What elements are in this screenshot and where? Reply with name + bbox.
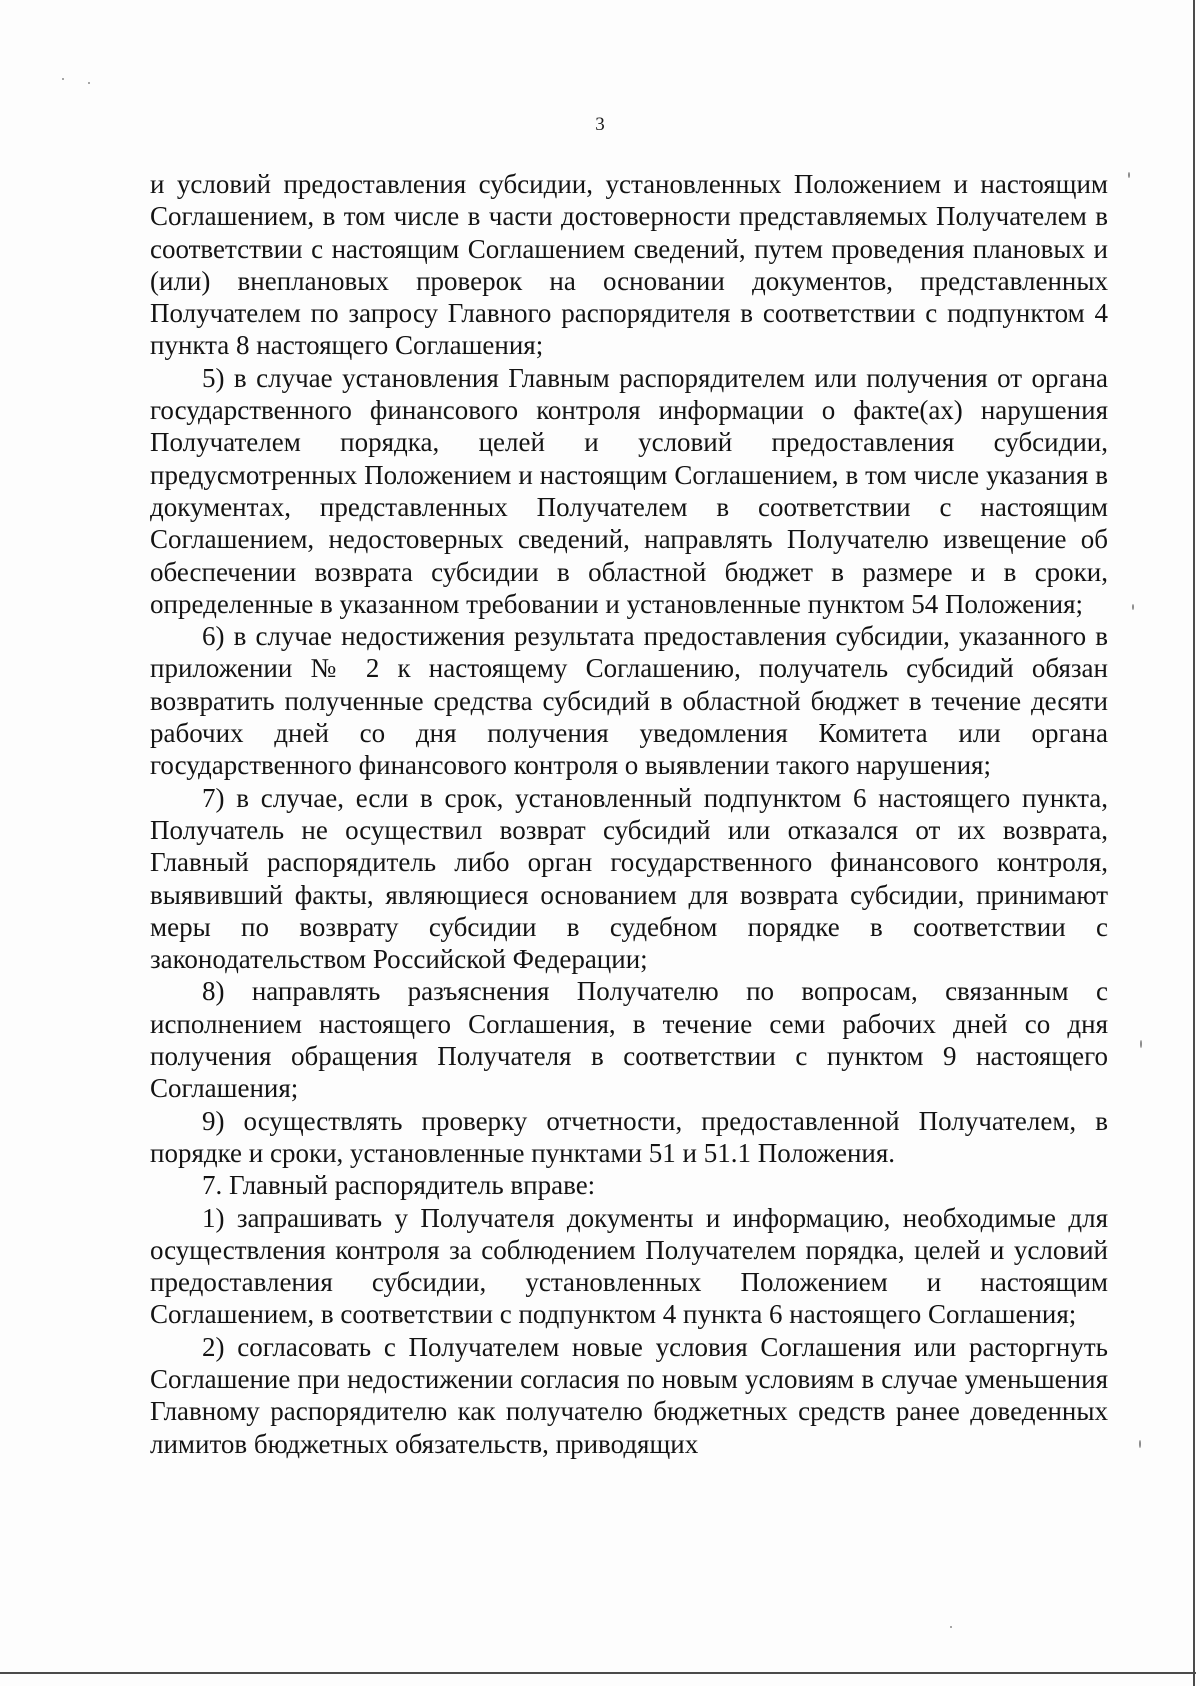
paragraph-item-9: 9) осуществлять проверку отчетности, предоставленной Получателем, в порядке и сроки, установленные пунктами 51 и 51.1 Положения. bbox=[150, 1105, 1108, 1168]
page-number: 3 bbox=[595, 114, 605, 135]
paragraph-item-6: 6) в случае недостижения результата предоставления субсидии, указанного в приложении № 2 к настоящему Соглашению, получатель субсидий обязан возвратить полученные средства субсидий в областной бюджет в течение десяти рабочих дней со дня получения уведомления Комитета или органа государственного финансового контроля о выявлении такого нарушения; bbox=[150, 621, 1108, 781]
scan-speck bbox=[950, 1626, 952, 1628]
scan-edge-bottom bbox=[0, 1672, 1196, 1674]
scan-speck bbox=[1128, 172, 1130, 178]
scan-speck bbox=[1139, 1440, 1141, 1448]
scan-speck bbox=[1140, 1040, 1142, 1048]
scan-speck bbox=[88, 82, 90, 84]
document-body bbox=[150, 168, 1108, 1460]
scan-speck bbox=[62, 78, 64, 80]
paragraph-item-8: 8) направлять разъяснения Получателю по вопросам, связанным с исполнением настоящего Соглашения, в течение семи рабочих дней со дня получения обращения Получателя в соответствии с пунктом 9 настоящего Соглашения; bbox=[150, 976, 1108, 1104]
paragraph-item-7: 7) в случае, если в срок, установленный подпунктом 6 настоящего пункта, Получатель не осуществил возврат субсидий или отказался от их возврата, Главный распорядитель либо орган государственного финансового контроля, выявивший факты, являющиеся основанием для возврата субсидии, принимают меры по возврату субсидии в судебном порядке в соответствии с законодательством Российской Федерации; bbox=[150, 782, 1108, 975]
section-heading-7: 7. Главный распорядитель вправе: bbox=[202, 1170, 596, 1201]
paragraph-continuation: и условий предоставления субсидии, установленных Положением и настоящим Соглашением, в том числе в части достоверности представляемых Получателем в соответствии с настоящим Соглашением сведений, путем проведения плановых и (или) внеплановых проверок на основании документов, представленных Получателем по запросу Главного распорядителя в соответствии с подпунктом 4 пункта 8 настоящего Соглашения; bbox=[150, 169, 1108, 361]
paragraph-right-2: 2) согласовать с Получателем новые условия Соглашения или расторгнуть Соглашение при недостижении согласия по новым условиям в случае уменьшения Главному распорядителю как получателю бюджетных средств ранее доведенных лимитов бюджетных обязательств, приводящих bbox=[150, 1331, 1108, 1459]
paragraph-item-5: 5) в случае установления Главным распорядителем или получения от органа государственного финансового контроля информации о факте(ах) нарушения Получателем порядка, целей и условий предоставления субсидии, предусмотренных Положением и настоящим Соглашением, в том числе указания в документах, представленных Получателем в соответствии с настоящим Соглашением, недостоверных сведений, направлять Получателю извещение об обеспечении возврата субсидии в областной бюджет в размере и в сроки, определенные в указанном требовании и установленные пунктом 54 Положения; bbox=[150, 362, 1108, 619]
paragraph-right-1: 1) запрашивать у Получателя документы и информацию, необходимые для осуществления контроля за соблюдением Получателем порядка, целей и условий предоставления субсидии, установленных Положением и настоящим Соглашением, в соответствии с подпунктом 4 пункта 6 настоящего Соглашения; bbox=[150, 1202, 1108, 1330]
scan-edge-right bbox=[1193, 0, 1195, 1686]
scan-speck bbox=[1132, 604, 1134, 610]
